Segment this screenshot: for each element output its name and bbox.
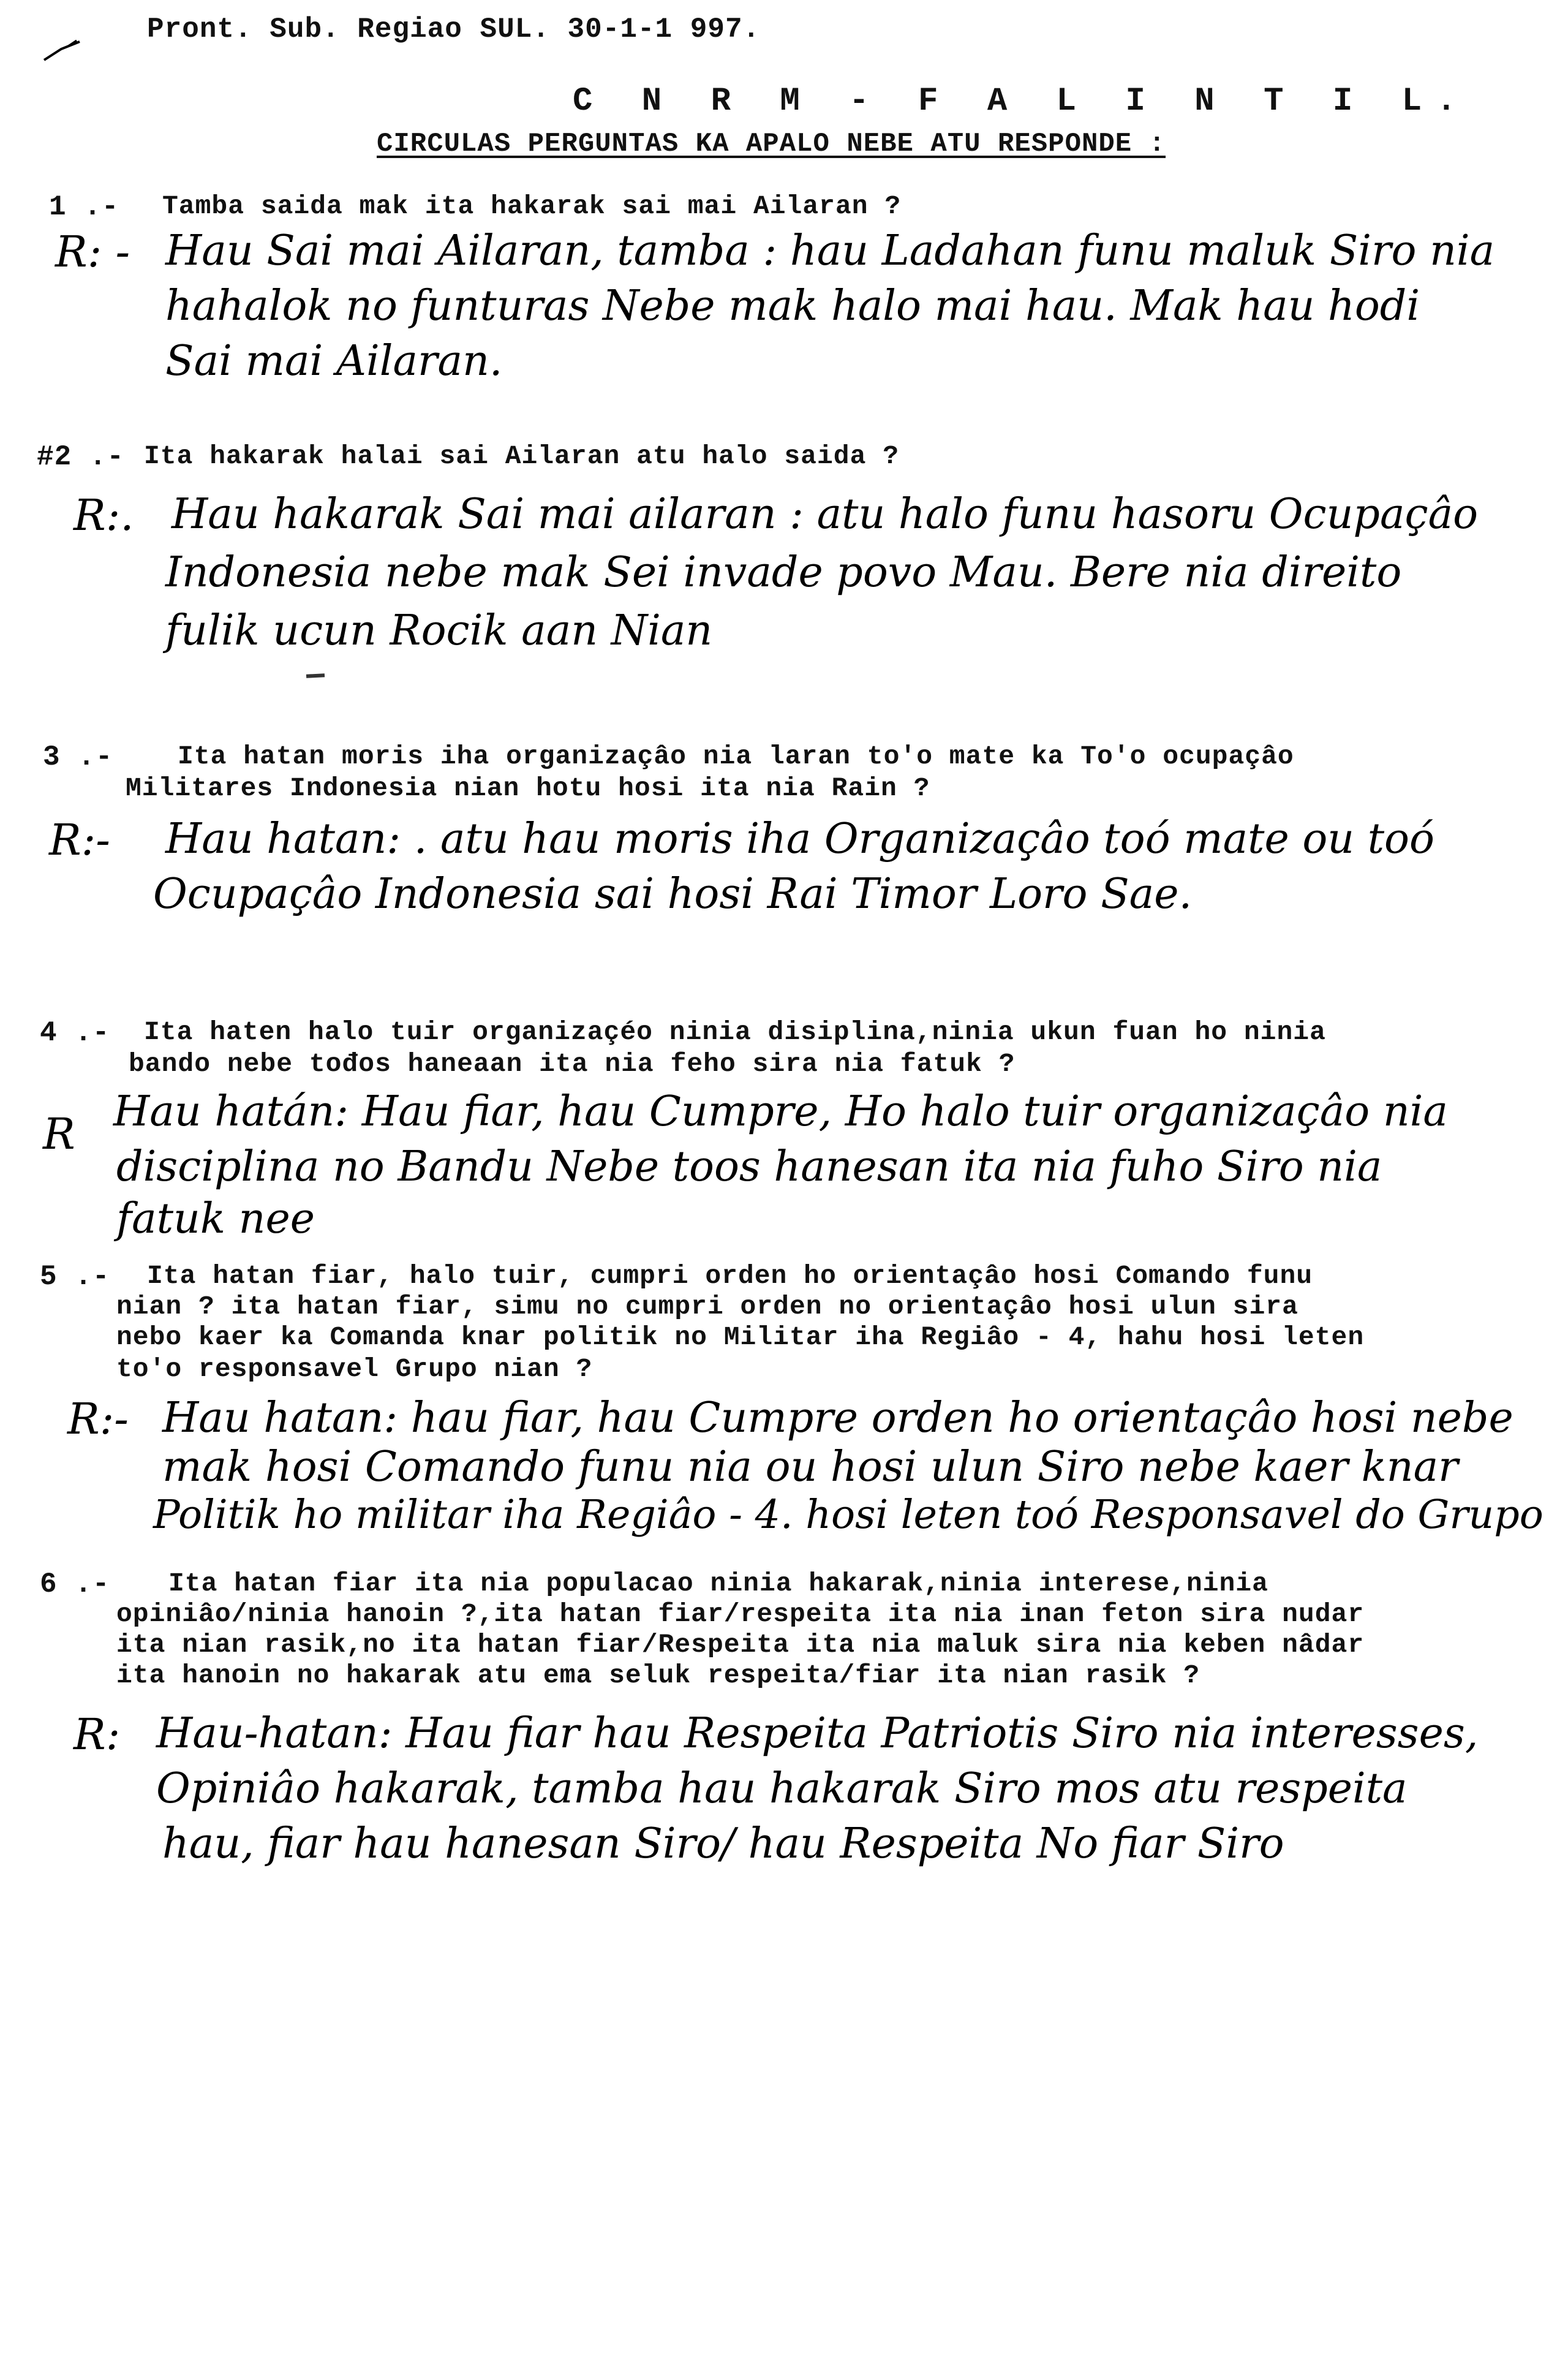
answer-text: Hau hatán: Hau fiar, hau Cumpre, Ho halo tuir organizaçâo nia — [113, 1087, 1448, 1136]
answer-text: Politik ho militar iha Regiâo - 4. hosi leten toó Responsavel do Grupo — [153, 1492, 1544, 1538]
answer-label: R:- — [67, 1394, 129, 1444]
question-text: nian ? ita hatan fiar, simu no cumpri orden no orientaçâo hosi ulun sira — [116, 1291, 1298, 1322]
pen-mark-icon — [43, 37, 86, 61]
question-text: Ita hakarak halai sai Ailaran atu halo saida ? — [144, 441, 899, 471]
answer-text: Ocupaçâo Indonesia sai hosi Rai Timor Loro Sae. — [153, 870, 1193, 918]
answer-text: Hau-hatan: Hau fiar hau Respeita Patriotis Siro nia interesses, — [156, 1709, 1479, 1758]
question-text: ita hanoin no hakarak atu ema seluk respeita/fiar ita nian rasik ? — [116, 1660, 1200, 1690]
answer-text: Hau hatan: hau fiar, hau Cumpre orden ho orientaçâo hosi nebe — [162, 1394, 1513, 1442]
answer-text: fulik ucun Rocik aan Nian — [165, 607, 713, 655]
question-text: ita nian rasik,no ita hatan fiar/Respeita ita nia maluk sira nia keben nâdar — [116, 1630, 1365, 1660]
question-text: Ita hatan moris iha organizaçâo nia laran to'o mate ka To'o ocupaçâo — [178, 741, 1294, 771]
question-text: opiniâo/ninia hanoin ?,ita hatan fiar/respeita ita nia inan feton sira nudar — [116, 1599, 1365, 1629]
question-number: 6 .- — [40, 1568, 110, 1600]
document-subtitle: CIRCULAS PERGUNTAS KA APALO NEBE ATU RESPONDE : — [377, 129, 1166, 159]
question-number: #2 .- — [37, 441, 125, 473]
answer-text: Hau Sai mai Ailaran, tamba : hau Ladahan funu maluk Siro nia — [165, 227, 1495, 275]
answer-text: hahalok no funturas Nebe mak halo mai hau. Mak hau hodi — [165, 282, 1420, 330]
stray-mark — [306, 673, 325, 678]
question-text: bando nebe tođos haneaan ita nia feho sira nia fatuk ? — [129, 1049, 1016, 1079]
question-text: to'o responsavel Grupo nian ? — [116, 1354, 593, 1384]
question-number: 3 .- — [43, 741, 113, 773]
answer-text: disciplina no Bandu Nebe toos hanesan ita nia fuho Siro nia — [116, 1143, 1382, 1191]
answer-text: mak hosi Comando funu nia ou hosi ulun Siro nebe kaer knar — [162, 1443, 1458, 1491]
question-text: nebo kaer ka Comanda knar politik no Militar iha Regiâo - 4, hahu hosi leten — [116, 1322, 1365, 1352]
question-number: 4 .- — [40, 1017, 110, 1049]
answer-label: R: — [74, 1709, 121, 1760]
question-text: Ita haten halo tuir organizaçéo ninia disiplina,ninia ukun fuan ho ninia — [144, 1017, 1326, 1047]
answer-label: R — [43, 1109, 75, 1159]
answer-text: hau, fiar hau hanesan Siro/ hau Respeita No fiar Siro — [162, 1820, 1284, 1868]
answer-text: Sai mai Ailaran. — [165, 337, 503, 385]
question-text: Militares Indonesia nian hotu hosi ita nia Rain ? — [126, 773, 930, 803]
answer-text: Hau hatan: . atu hau moris iha Organizaçâo toó mate ou toó — [165, 815, 1434, 863]
answer-text: fatuk nee — [116, 1195, 315, 1243]
document-title: C N R M - F A L I N T I L. — [573, 83, 1471, 120]
question-text: Ita hatan fiar ita nia populacao ninia hakarak,ninia interese,ninia — [168, 1568, 1268, 1598]
question-number: 1 .- — [49, 191, 119, 223]
answer-text: Indonesia nebe mak Sei invade povo Mau. Bere nia direito — [165, 548, 1402, 597]
question-number: 5 .- — [40, 1261, 110, 1293]
answer-label: R:. — [74, 490, 134, 540]
answer-label: R:- — [49, 815, 110, 865]
answer-text: Opiniâo hakarak, tamba hau hakarak Siro mos atu respeita — [156, 1764, 1408, 1813]
question-text: Tamba saida mak ita hakarak sai mai Ailaran ? — [162, 191, 902, 221]
answer-text: Hau hakarak Sai mai ailaran : atu halo funu hasoru Ocupaçâo — [172, 490, 1479, 539]
document-header: Pront. Sub. Regiao SUL. 30-1-1 997. — [147, 13, 761, 45]
answer-label: R: - — [55, 227, 130, 277]
question-text: Ita hatan fiar, halo tuir, cumpri orden ho orientaçâo hosi Comando funu — [147, 1261, 1313, 1291]
